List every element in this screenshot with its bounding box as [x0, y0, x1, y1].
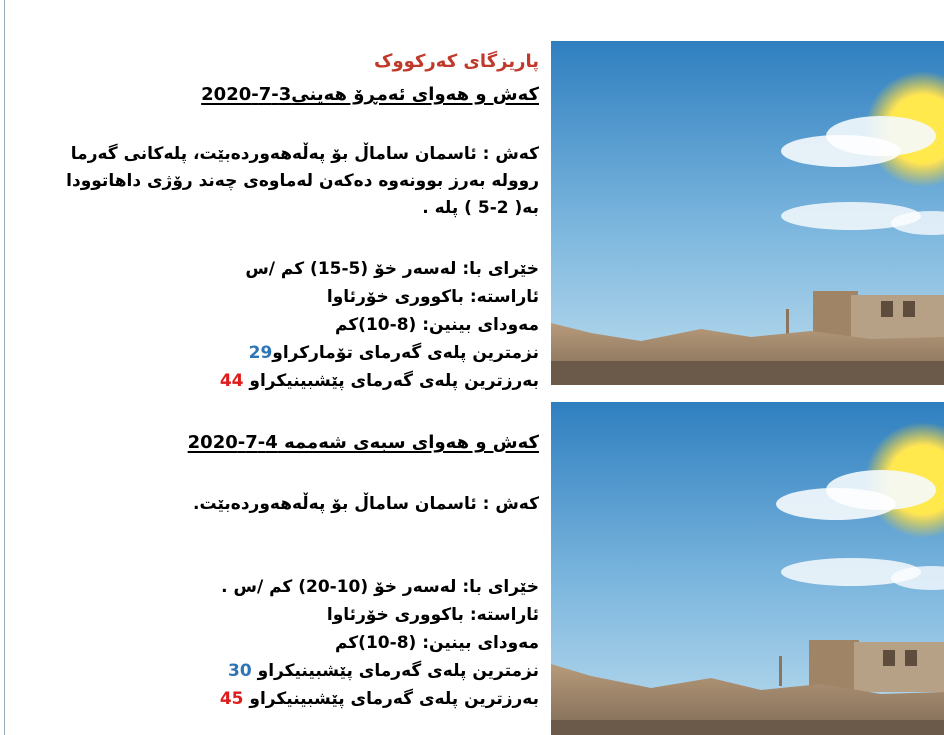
left-border — [4, 0, 5, 735]
kirkuk-citadel-photo-1 — [551, 41, 944, 385]
day1-heading: کەش و هەوای ئەمڕۆ هەینی3-7-2020 — [201, 84, 539, 105]
day1-min-label: نزمترین پلەی گەرمای تۆمارکراو — [272, 343, 539, 363]
day1-condition: کەش : ئاسمان ساماڵ بۆ پەڵەهەوردەبێت، پلەکانی گەرما رووله بەرز بوونەوه دەکەن لەماوەی چەند رۆژی داهاتوودا بە( 2-5 ) پله . — [66, 144, 539, 218]
day2-min-label: نزمترین پلەی گەرمای پێشبینیکراو — [257, 661, 539, 681]
day2-condition: کەش : ئاسمان ساماڵ بۆ پەڵەهەوردەبێت. — [193, 494, 539, 514]
day2-max-value: 45 — [219, 689, 244, 709]
day1-wind: خێرای با: لەسەر خۆ (5-15) کم /س — [245, 259, 539, 279]
day2-wind: خێرای با: لەسەر خۆ (10-20) کم /س . — [221, 577, 539, 597]
day2-direction: ئاراستە: باکووری خۆرئاوا — [326, 605, 539, 625]
day2-heading: کەش و هەوای سبەی شەممە 4-7-2020 — [187, 432, 539, 453]
day1-direction: ئاراستە: باکووری خۆرئاوا — [326, 287, 539, 307]
day2-min-temp — [228, 661, 539, 681]
day1-max-temp — [220, 371, 539, 391]
day2-max-label: بەرزترین پلەی گەرمای پێشبینیکراو — [249, 689, 539, 709]
day2-min-value: 30 — [228, 661, 252, 681]
day2-max-temp — [220, 689, 539, 709]
day2-visibility: مەودای بینین: (8-10)کم — [334, 633, 539, 653]
day1-min-value: 29 — [248, 343, 273, 363]
kirkuk-citadel-photo-2 — [551, 402, 944, 735]
province-title: پاریزگای کەرکووک — [374, 51, 539, 72]
day1-max-label: بەرزترین پلەی گەرمای پێشبینیکراو — [249, 371, 539, 391]
day1-visibility: مەودای بینین: (8-10)کم — [334, 315, 539, 335]
day1-min-temp — [249, 343, 539, 363]
day1-max-value: 44 — [219, 371, 244, 391]
